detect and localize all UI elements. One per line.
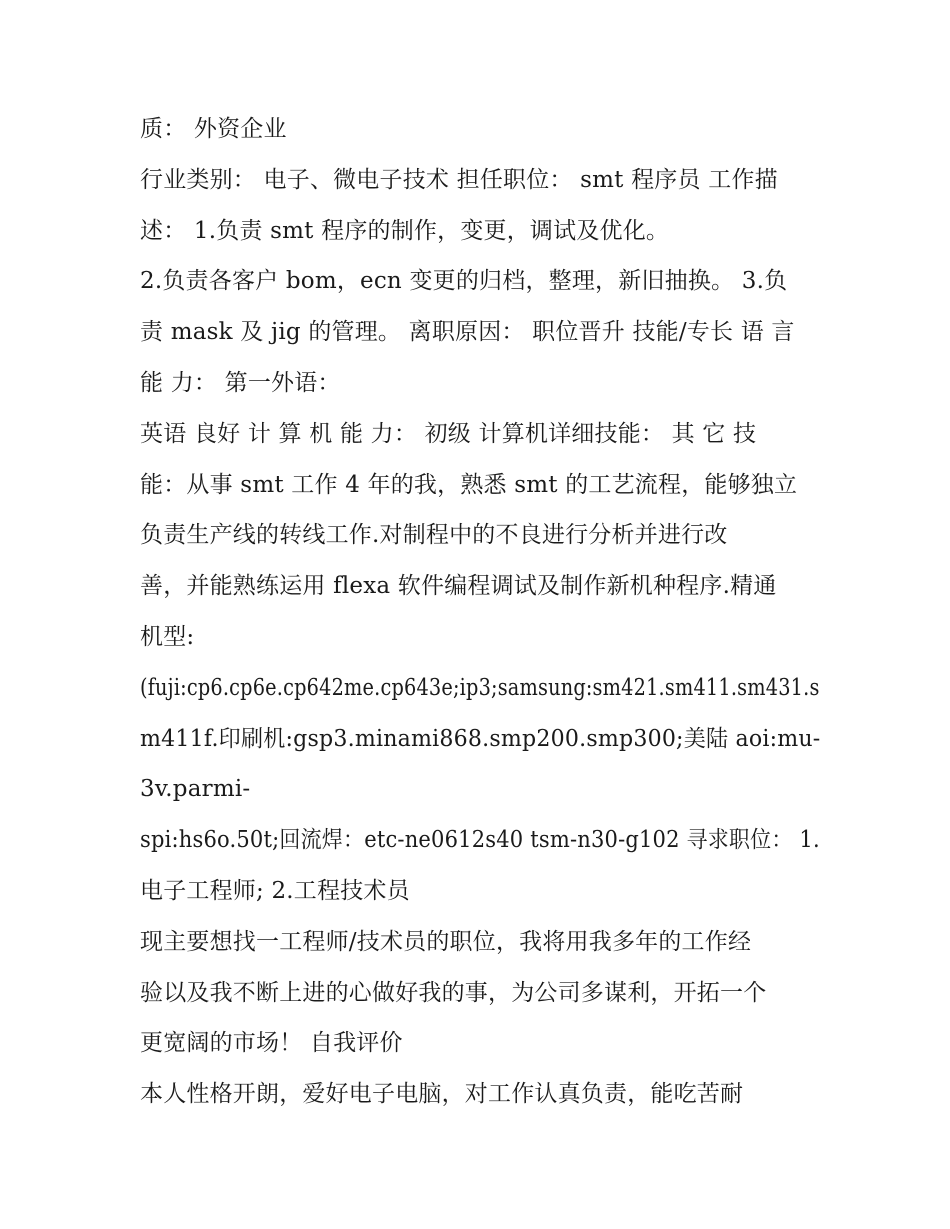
text-line: 能：从事 smt 工作 4 年的我，熟悉 smt 的工艺流程，能够独立	[140, 471, 798, 498]
resume-text-block	[140, 104, 820, 1120]
text-line: 电子工程师; 2.工程技术员	[140, 877, 410, 904]
text-line: 善，并能熟练运用 flexa 软件编程调试及制作新机种程序.精通	[140, 573, 777, 600]
text-line: 2.负责各客户 bom，ecn 变更的归档，整理，新旧抽换。 3.负	[140, 268, 788, 295]
text-line: 行业类别： 电子、微电子技术 担任职位： smt 程序员 工作描	[140, 166, 778, 193]
text-line: 负责生产线的转线工作.对制程中的不良进行分析并进行改	[140, 522, 728, 549]
text-line: 验以及我不断上进的心做好我的事，为公司多谋利，开拓一个	[140, 979, 767, 1006]
text-line: 现主要想找一工程师/技术员的职位，我将用我多年的工作经	[140, 928, 752, 955]
text-line: 英语 良好 计 算 机 能 力： 初级 计算机详细技能： 其 它 技	[140, 420, 757, 447]
text-line: m411f.印刷机:gsp3.minami868.smp200.smp300;美陆 aoi:mu-	[140, 725, 821, 752]
text-line: 本人性格开朗，爱好电子电脑，对工作认真负责，能吃苦耐	[140, 1081, 744, 1108]
text-line: 更宽阔的市场！ 自我评价	[140, 1030, 403, 1057]
text-line: 能 力： 第一外语：	[140, 369, 341, 396]
text-line: 3v.parmi-	[140, 776, 251, 803]
text-line: (fuji:cp6.cp6e.cp642me.cp643e;ip3;samsung:sm421.sm411.sm431.s	[140, 674, 820, 701]
text-line: 机型:	[140, 623, 195, 650]
text-line: 质： 外资企业	[140, 116, 287, 142]
text-line: 述： 1.负责 smt 程序的制作，变更，调试及优化。	[140, 217, 670, 244]
text-line: spi:hs6o.50t;回流焊：etc-ne0612s40 tsm-n30-g102 寻求职位： 1.	[140, 827, 820, 854]
text-line: 责 mask 及 jig 的管理。 离职原因： 职位晋升 技能/专长 语 言	[140, 319, 795, 346]
